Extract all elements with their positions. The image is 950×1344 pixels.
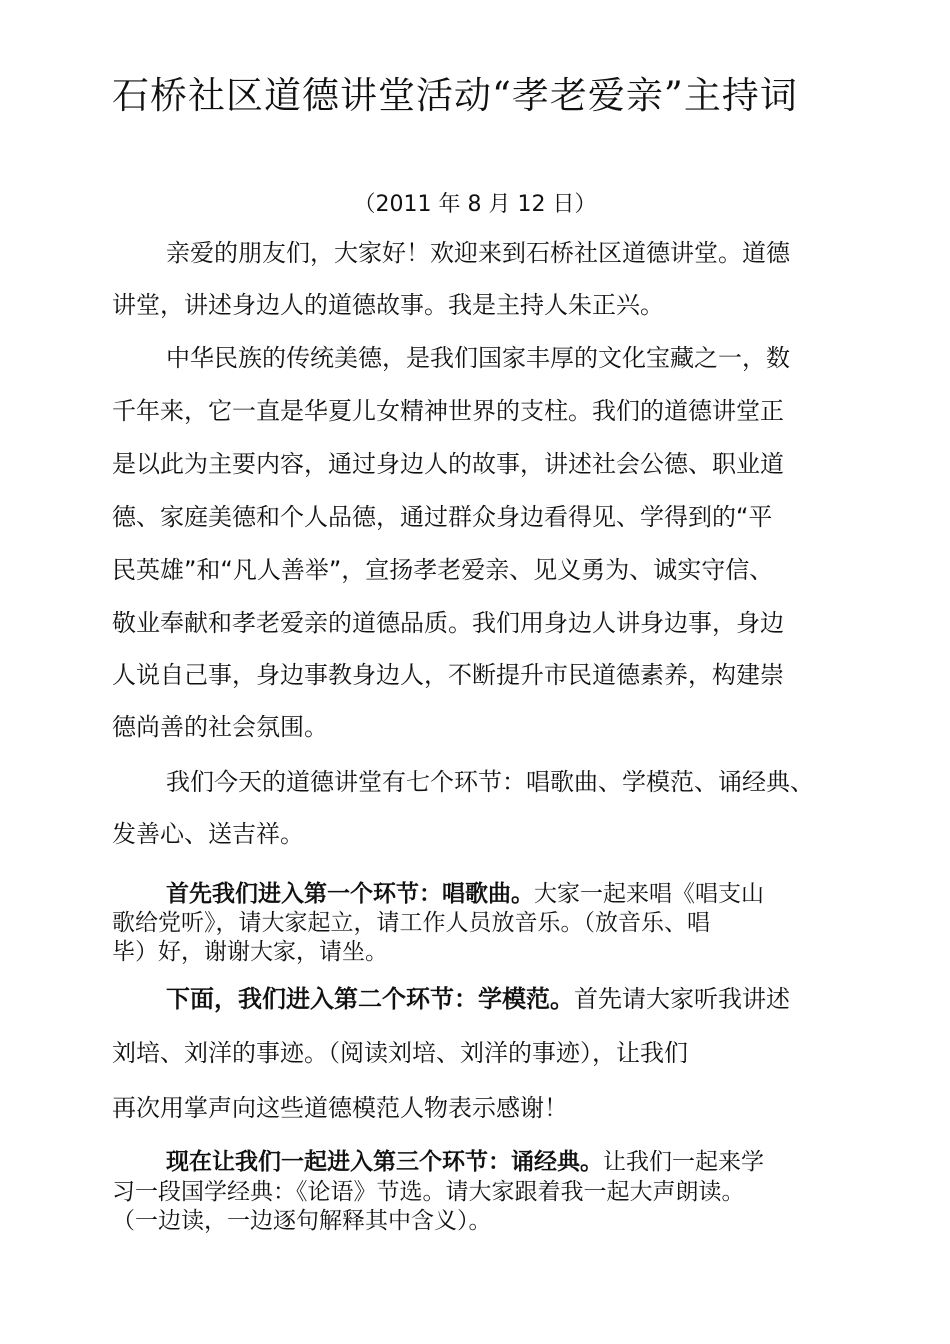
paragraph-line: 刘培、刘洋的事迹。（阅读刘培、刘洋的事迹），让我们: [112, 1039, 688, 1067]
paragraph-line: 发善心、送吉祥。: [112, 820, 304, 848]
paragraph-line: 民英雄”和“凡人善举”，宣扬孝老爱亲、见义勇为、诚实守信、: [112, 556, 774, 584]
section-heading: 首先我们进入第一个环节：唱歌曲。: [166, 881, 534, 907]
paragraph-line: 歌给党听》，请大家起立，请工作人员放音乐。（放音乐、唱: [112, 910, 710, 936]
paragraph-line: （一边读，一边逐句解释其中含义）。: [112, 1208, 492, 1234]
paragraph-line: 千年来，它一直是华夏儿女精神世界的支柱。我们的道德讲堂正: [112, 397, 784, 425]
paragraph-line: 德、家庭美德和个人品德，通过群众身边看得见、学得到的“平: [112, 503, 773, 531]
paragraph-text: 大家一起来唱《唱支山: [534, 881, 764, 907]
paragraph-line: [166, 983, 790, 1015]
paragraph-text: 首先请大家听我讲述: [574, 985, 790, 1013]
paragraph-line: 讲堂，讲述身边人的道德故事。我是主持人朱正兴。: [112, 291, 664, 319]
paragraph-line: 是以此为主要内容，通过身边人的故事，讲述社会公德、职业道: [112, 450, 784, 478]
paragraph-line: 中华民族的传统美德，是我们国家丰厚的文化宝藏之一，数: [166, 344, 790, 372]
section-heading: 现在让我们一起进入第三个环节：诵经典。: [166, 1149, 603, 1175]
section-heading: 下面，我们进入第二个环节：学模范。: [166, 985, 574, 1013]
paragraph-line: 我们今天的道德讲堂有七个环节：唱歌曲、学模范、诵经典、: [166, 768, 814, 796]
paragraph-line: 再次用掌声向这些道德模范人物表示感谢！: [112, 1094, 568, 1122]
document-title: 石桥社区道德讲堂活动“孝老爱亲”主持词: [112, 74, 798, 117]
paragraph-line: 德尚善的社会氛围。: [112, 713, 328, 741]
paragraph-line: 习一段国学经典：《论语》节选。请大家跟着我一起大声朗读。: [112, 1179, 745, 1205]
paragraph-line: 人说自己事，身边事教身边人，不断提升市民道德素养，构建崇: [112, 661, 784, 689]
paragraph-text: 让我们一起来学: [603, 1149, 764, 1175]
paragraph-line: 敬业奉献和孝老爱亲的道德品质。我们用身边人讲身边事，身边: [112, 609, 784, 637]
paragraph-line: [166, 879, 764, 909]
document-date: （2011 年 8 月 12 日）: [353, 192, 597, 217]
paragraph-line: [166, 1147, 764, 1177]
paragraph-line: 亲爱的朋友们，大家好！欢迎来到石桥社区道德讲堂。道德: [166, 239, 790, 267]
paragraph-line: 毕）好，谢谢大家，请坐。: [112, 939, 388, 965]
